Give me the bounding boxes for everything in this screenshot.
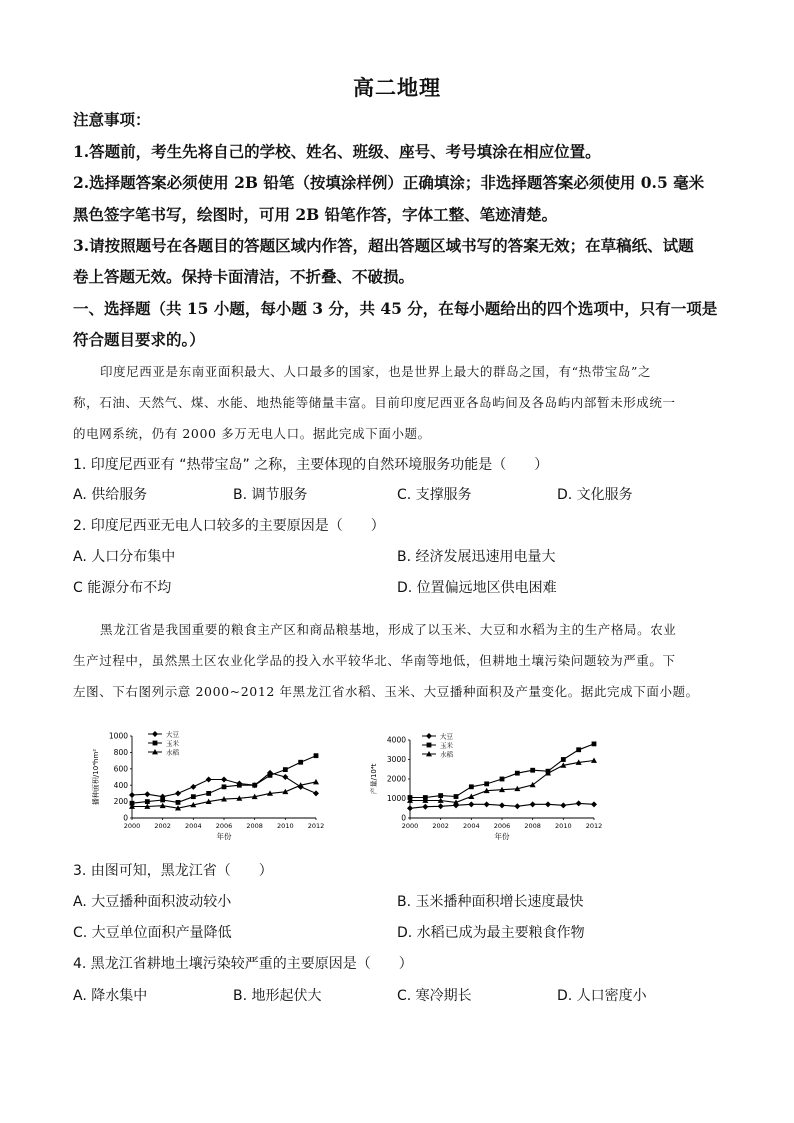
data-point [576, 747, 581, 752]
data-point [313, 779, 319, 784]
page-title: 高二地理 [353, 75, 441, 100]
q2-option-b: B. 经济发展迅速用电量大 [397, 549, 556, 565]
passage-line: 生产过程中，虽然黑土区农业化学品的投入水平较华北、华南等地低，但耕地土壤污染问题较为严重。下 [73, 653, 676, 668]
legend-label: 玉米 [166, 739, 179, 748]
y-tick-label: 400 [113, 780, 128, 790]
passage-line: 称，石油、天然气、煤、水能、地热能等储量丰富。目前印度尼西亚各岛屿间及各岛屿内部暂未形成统一 [73, 395, 676, 410]
data-point [468, 801, 474, 807]
data-point [438, 803, 444, 809]
y-tick-label: 4000 [386, 735, 406, 745]
q3-option-c: C. 大豆单位面积产量降低 [73, 925, 232, 941]
data-point [175, 790, 181, 796]
y-tick-label: 1000 [108, 731, 128, 741]
q3-option-d: D. 水稻已成为最主要粮食作物 [397, 925, 585, 941]
data-point [221, 776, 227, 782]
q1-option-c: C. 支撑服务 [397, 487, 472, 503]
data-point [530, 768, 535, 773]
data-point [313, 790, 319, 796]
notice-item: 3.请按照题号在各题目的答题区域内作答，超出答题区域书写的答案无效；在草稿纸、试题 [73, 236, 694, 255]
data-point [252, 783, 257, 788]
passage-line: 的电网系统，仍有 2000 多万无电人口。据此完成下面小题。 [73, 426, 431, 441]
x-tick-label: 2006 [215, 822, 233, 830]
data-point [545, 801, 551, 807]
data-point [237, 783, 242, 788]
x-tick-label: 2012 [307, 822, 325, 830]
data-point [153, 741, 158, 746]
notice-heading: 注意事项： [73, 110, 151, 129]
data-point [191, 794, 196, 799]
q2-option-a: A. 人口分布集中 [73, 549, 176, 565]
data-point [426, 733, 432, 739]
y-axis-label: 播种面积/10⁴hm² [92, 748, 100, 806]
legend-label: 玉米 [440, 741, 453, 750]
data-point [129, 792, 135, 798]
data-point [560, 802, 566, 808]
notice-item: 黑色签字笔书写，绘图时，可用 2B 铅笔作答，字体工整、笔迹清楚。 [73, 205, 558, 224]
yield-chart [366, 726, 616, 848]
data-point [144, 791, 150, 797]
data-point [454, 794, 459, 799]
x-tick-label: 2004 [185, 822, 202, 830]
legend-label: 大豆 [166, 730, 179, 739]
notice-item: 1.答题前，考生先将自己的学校、姓名、班级、座号、考号填涂在相应位置。 [73, 142, 601, 161]
q4-option-c: C. 寒冷期长 [397, 988, 472, 1004]
data-point [592, 742, 597, 747]
notice-item: 卷上答题无效。保持卡面清洁，不折叠、不破损。 [73, 267, 415, 286]
data-point [576, 800, 582, 806]
y-tick-label: 3000 [386, 755, 406, 765]
y-tick-label: 0 [401, 813, 406, 823]
y-tick-label: 1000 [386, 794, 406, 804]
question-3-stem: 3. 由图可知，黑龙江省（ ） [73, 863, 273, 879]
data-point [422, 804, 428, 810]
data-point [500, 777, 505, 782]
x-tick-label: 2004 [463, 822, 480, 830]
x-tick-label: 2000 [123, 822, 141, 830]
q1-option-d: D. 文化服务 [557, 487, 633, 503]
data-point [145, 799, 150, 804]
data-point [591, 757, 597, 762]
x-tick-label: 2000 [401, 822, 419, 830]
section-heading: 一、选择题（共 15 小题，每小题 3 分，共 45 分，在每小题给出的四个选项中，只有一项是 [73, 299, 718, 318]
q4-option-d: D. 人口密度小 [557, 988, 647, 1004]
y-tick-label: 2000 [386, 774, 406, 784]
data-point [514, 803, 520, 809]
question-1-stem: 1. 印度尼西亚有 “热带宝岛” 之称，主要体现的自然环境服务功能是（ ） [73, 457, 549, 473]
data-point [298, 760, 303, 765]
passage-line: 黑龙江省是我国重要的粮食主产区和商品粮基地，形成了以玉米、大豆和水稻为主的生产格局。农业 [100, 622, 677, 637]
q2-option-d: D. 位置偏远地区供电困难 [397, 580, 557, 596]
y-tick-label: 0 [123, 813, 128, 823]
data-point [427, 743, 432, 748]
data-point [160, 798, 165, 803]
data-point [190, 784, 196, 790]
q3-option-a: A. 大豆播种面积波动较小 [73, 894, 232, 910]
area-chart [88, 726, 328, 848]
notice-item: 2.选择题答案必须使用 2B 铅笔（按填涂样例）正确填涂；非选择题答案必须使用 0.5 毫米 [73, 173, 705, 192]
question-2-stem: 2. 印度尼西亚无电人口较多的主要原因是（ ） [73, 518, 385, 534]
q3-option-b: B. 玉米播种面积增长速度最快 [397, 894, 584, 910]
data-point [407, 805, 413, 811]
data-point [152, 731, 158, 737]
data-point [515, 771, 520, 776]
data-point [268, 773, 273, 778]
data-point [469, 784, 474, 789]
legend-label: 大豆 [440, 732, 453, 741]
data-point [561, 757, 566, 762]
q1-option-b: B. 调节服务 [233, 487, 308, 503]
data-point [283, 767, 288, 772]
q4-option-b: B. 地形起伏大 [233, 988, 322, 1004]
x-axis-label: 年份 [216, 832, 232, 841]
data-point [484, 781, 489, 786]
x-tick-label: 2012 [585, 822, 603, 830]
legend-label: 水稻 [166, 748, 179, 757]
x-tick-label: 2002 [154, 822, 171, 830]
data-point [438, 793, 443, 798]
passage-line: 左图、下右图列示意 2000~2012 年黑龙江省水稻、玉米、大豆播种面积及产量变化。据此完成下面小题。 [73, 684, 699, 699]
data-point [222, 784, 227, 789]
data-point [206, 776, 212, 782]
x-tick-label: 2008 [246, 822, 263, 830]
x-tick-label: 2010 [555, 822, 572, 830]
x-tick-label: 2006 [493, 822, 511, 830]
question-4-stem: 4. 黑龙江省耕地土壤污染较严重的主要原因是（ ） [73, 956, 413, 972]
section-heading-cont: 符合题目要求的。） [73, 330, 205, 349]
data-point [484, 801, 490, 807]
data-point [530, 801, 536, 807]
data-point [499, 802, 505, 808]
x-tick-label: 2002 [432, 822, 449, 830]
x-tick-label: 2008 [524, 822, 541, 830]
data-point [282, 774, 288, 780]
y-tick-label: 800 [113, 748, 128, 757]
q2-option-c: C 能源分布不均 [73, 580, 172, 596]
data-point [591, 801, 597, 807]
y-tick-label: 200 [113, 797, 128, 807]
data-point [176, 800, 181, 805]
data-point [206, 791, 211, 796]
data-point [314, 753, 319, 758]
q1-option-a: A. 供给服务 [73, 487, 148, 503]
y-tick-label: 600 [113, 764, 128, 774]
q4-option-a: A. 降水集中 [73, 988, 148, 1004]
x-axis-label: 年份 [494, 832, 510, 841]
x-tick-label: 2010 [277, 822, 294, 830]
y-axis-label: 产量/10⁴t [370, 763, 378, 795]
passage-line: 印度尼西亚是东南亚面积最大、人口最多的国家，也是世界上最大的群岛之国，有“热带宝岛”之 [100, 364, 652, 379]
legend-label: 水稻 [440, 750, 453, 759]
